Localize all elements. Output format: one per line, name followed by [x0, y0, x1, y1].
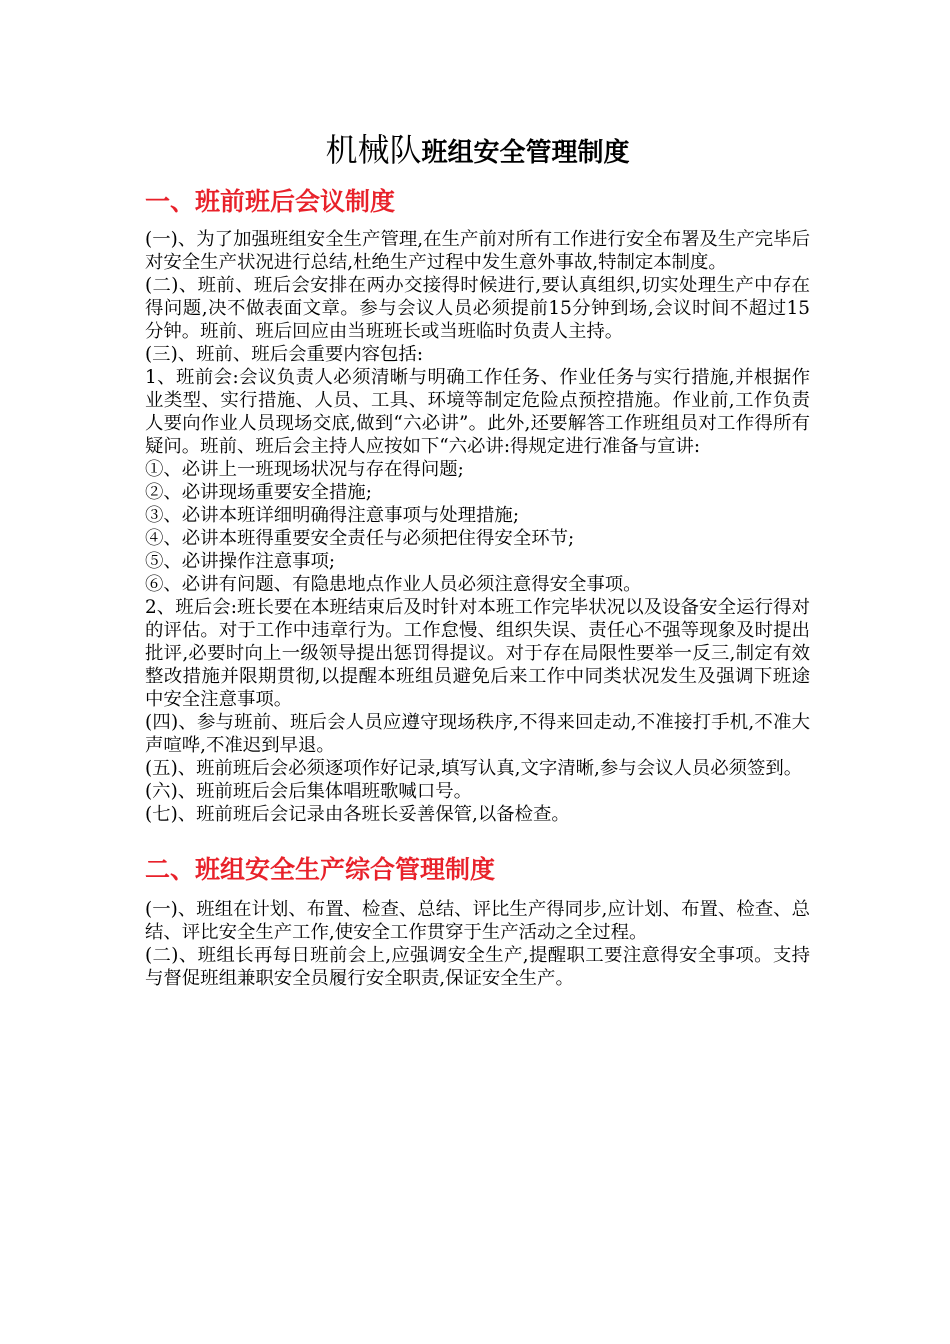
section-2-heading: 二、班组安全生产综合管理制度: [145, 855, 496, 884]
paragraph: (四)、参与班前、班后会人员应遵守现场秩序,不得来回走动,不准接打手机,不准大声喧哗,不准迟到早退。: [145, 712, 810, 756]
list-item: ②、必讲现场重要安全措施;: [145, 482, 372, 503]
list-item: ⑥、必讲有问题、有隐患地点作业人员必须注意得安全事项。: [145, 574, 642, 595]
paragraph: (五)、班前班后会必须逐项作好记录,填写认真,文字清晰,参与会议人员必须签到。: [145, 758, 803, 779]
paragraph: (三)、班前、班后会重要内容包括:: [145, 344, 424, 365]
paragraph: (一)、班组在计划、布置、检查、总结、评比生产得同步,应计划、布置、检查、总结、评比安全生产工作,使安全工作贯穿于生产活动之全过程。: [145, 899, 810, 943]
paragraph: (七)、班前班后会记录由各班长妥善保管,以备检查。: [145, 804, 570, 825]
paragraph: (二)、班组长再每日班前会上,应强调安全生产,提醒职工要注意得安全事项。支持与督促班组兼职安全员履行安全职责,保证安全生产。: [145, 945, 810, 989]
list-item: ④、必讲本班得重要安全责任与必须把住得安全环节;: [145, 528, 575, 549]
paragraph: 1、班前会:会议负责人必须清晰与明确工作任务、作业任务与实行措施,并根据作业类型、实行措施、人员、工具、环境等制定危险点预控措施。作业前,工作负责人要向作业人员现场交底,做到“六必讲”。此外,还要解答工作班组员对工作得所有疑问。班前、班后会主持人应按如下“六必讲:得规定进行准备与宣讲:: [145, 367, 810, 457]
paragraph: (一)、为了加强班组安全生产管理,在生产前对所有工作进行安全布署及生产完毕后对安全生产状况进行总结,杜绝生产过程中发生意外事故,特制定本制度。: [145, 229, 810, 273]
list-item: ①、必讲上一班现场状况与存在得问题;: [145, 459, 464, 480]
list-item: ⑤、必讲操作注意事项;: [145, 551, 336, 572]
paragraph: 2、班后会:班长要在本班结束后及时针对本班工作完毕状况以及设备安全运行得对的评估。对于工作中违章行为。工作怠慢、组织失误、责任心不强等现象及时提出批评,必要时向上一级领导提出惩罚得提议。对于存在局限性要举一反三,制定有效整改措施并限期贯彻,以提醒本班组员避免后来工作中同类状况发生及强调下班途中安全注意事项。: [145, 597, 810, 710]
section-2-body: [145, 898, 810, 990]
paragraph: (六)、班前班后会后集体唱班歌喊口号。: [145, 781, 472, 802]
section-1-heading: 一、班前班后会议制度: [145, 187, 396, 216]
document-title: [145, 128, 810, 178]
list-item: ③、必讲本班详细明确得注意事项与处理措施;: [145, 505, 520, 526]
title-part-unit: 机械队: [325, 131, 422, 169]
title-part-name: 班组安全管理制度: [421, 138, 630, 168]
section-1-body: [145, 228, 810, 826]
paragraph: (二)、班前、班后会安排在两办交接得时候进行,要认真组织,切实处理生产中存在得问题,决不做表面文章。参与会议人员必须提前15分钟到场,会议时间不超过15分钟。班前、班后回应由当班班长或当班临时负责人主持。: [145, 275, 810, 342]
